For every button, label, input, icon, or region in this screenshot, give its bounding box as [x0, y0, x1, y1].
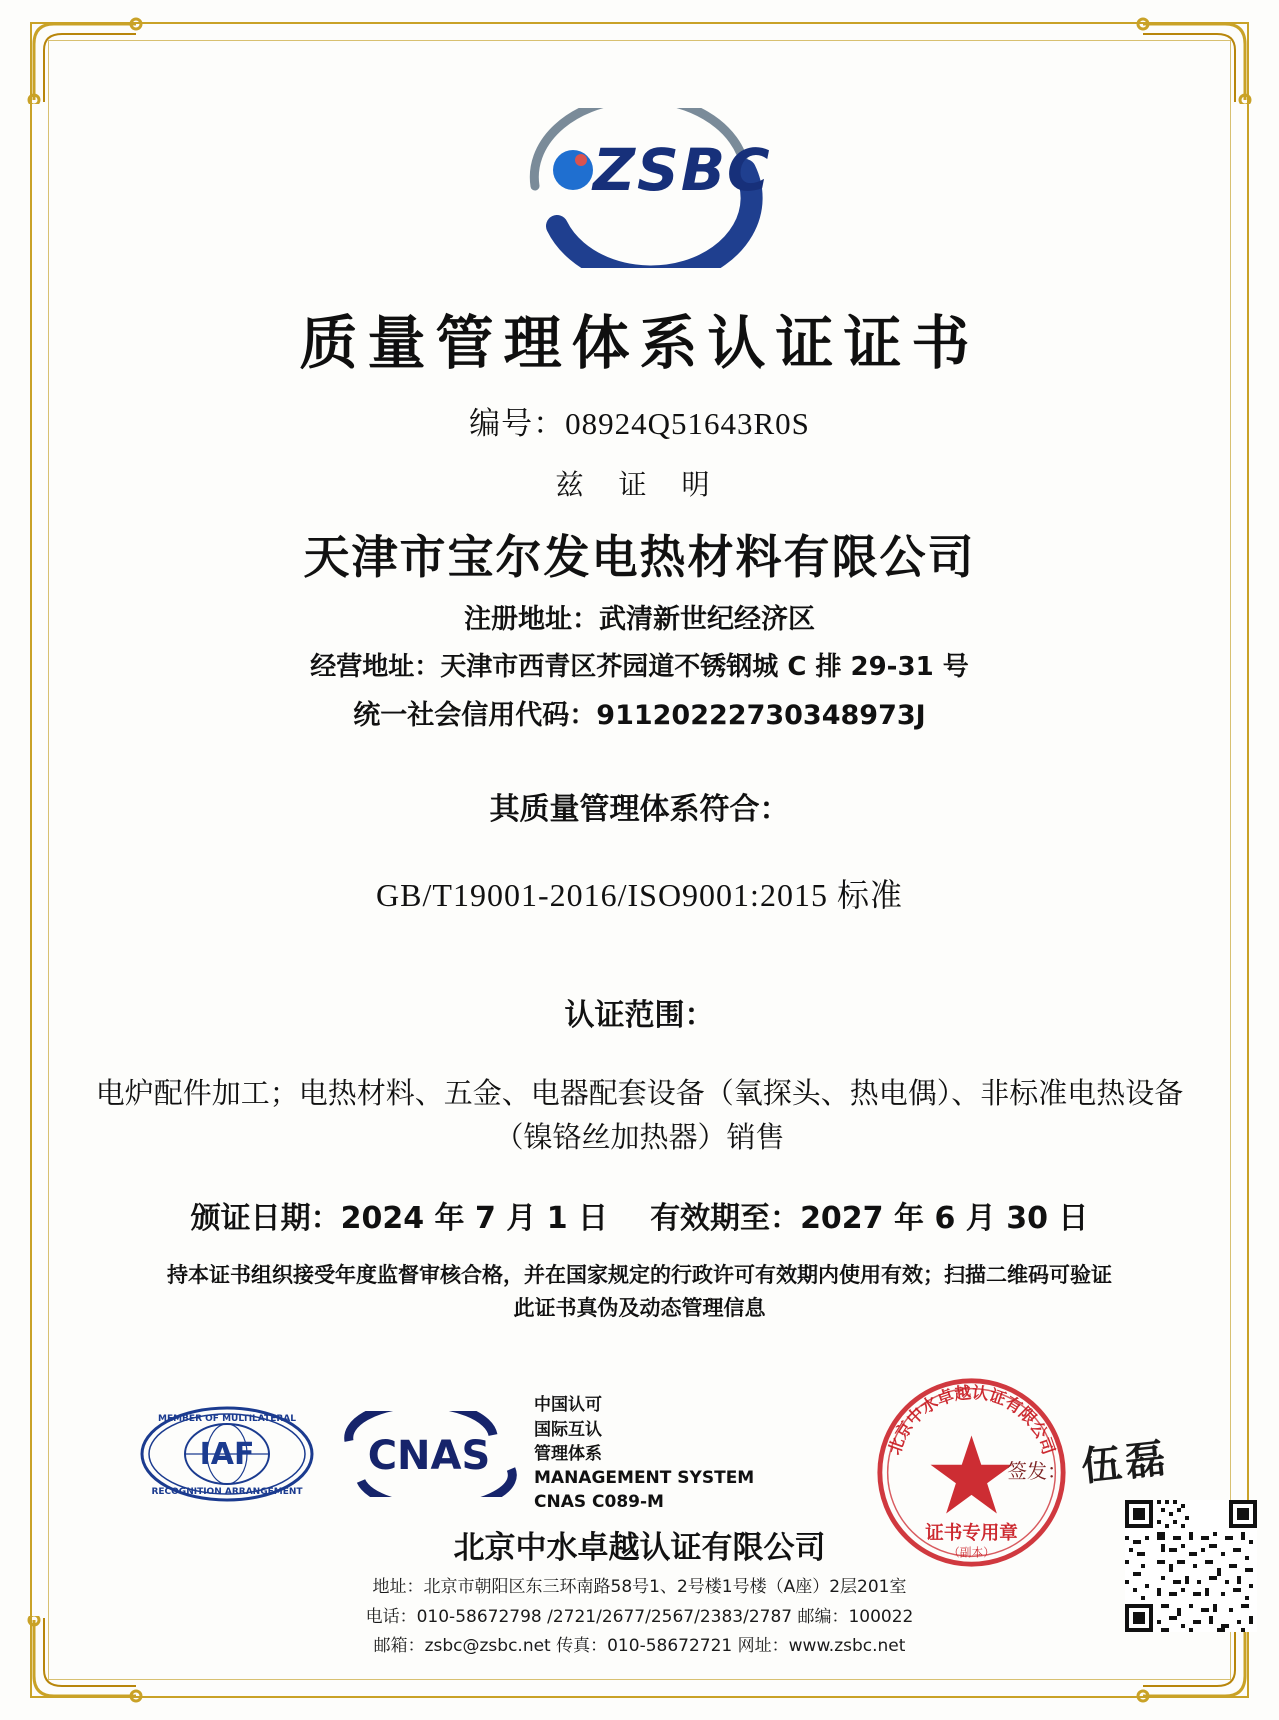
- registered-address: 注册地址：武清新世纪经济区: [464, 604, 815, 635]
- qr-code[interactable]: [1125, 1500, 1257, 1632]
- svg-text:北京中水卓越认证有限公司: 北京中水卓越认证有限公司: [884, 1383, 1059, 1458]
- cnas-line-4: CNAS C089-M: [534, 1491, 664, 1512]
- cnas-line-0: 中国认可: [534, 1395, 602, 1416]
- certificate-note-line1: 持本证书组织接受年度监督审核合格，并在国家规定的行政许可有效期内使用有效；扫描二维码可验证: [167, 1263, 1112, 1287]
- validity-dates: [80, 1193, 1199, 1237]
- certificate-note-line2: 此证书真伪及动态管理信息: [513, 1295, 766, 1320]
- issuer-phone: 电话：010-58672798 /2721/2677/2567/2383/2787 邮编：100022: [365, 1606, 914, 1627]
- business-address: 经营地址：天津市西青区芥园道不锈钢城 C 排 29-31 号: [310, 652, 969, 682]
- svg-text:（副本）: （副本）: [948, 1545, 995, 1560]
- certificate-number-value: 08924Q51643R0S: [565, 406, 810, 441]
- certificate-number: [80, 398, 1199, 443]
- certificate-number-label: 编号：: [469, 406, 566, 441]
- certificate-note: [80, 1259, 1199, 1324]
- iaf-logo-icon: [140, 1404, 315, 1504]
- issue-date-value: 2024 年 7 月 1 日: [340, 1201, 609, 1236]
- signature: 伍磊: [1079, 1435, 1172, 1490]
- issuer-name: 北京中水卓越认证有限公司: [453, 1529, 826, 1566]
- cnas-logo-icon: [343, 1411, 518, 1497]
- credit-code: 统一社会信用代码：91120222730348973J: [353, 700, 926, 731]
- issuer-email-fax: 邮箱：zsbc@zsbc.net 传真：010-58672721 网址：www.zsbc.net: [373, 1636, 906, 1657]
- conformity-statement: 其质量管理体系符合：: [489, 792, 790, 827]
- svg-text:RECOGNITION ARRANGEMENT: RECOGNITION ARRANGEMENT: [151, 1486, 303, 1497]
- signature-label: 签发：: [1007, 1459, 1067, 1483]
- issuer-contact: [80, 1573, 1199, 1662]
- cnas-line-3: MANAGEMENT SYSTEM: [534, 1467, 755, 1488]
- issue-date-label: 颁证日期：: [190, 1201, 341, 1236]
- scope-text: 电炉配件加工；电热材料、五金、电器配套设备（氧探头、热电偶）、非标准电热设备（镍铬丝加热器）销售: [95, 1076, 1184, 1154]
- standard-reference: GB/T19001-2016/ISO9001:2015 标准: [376, 877, 903, 913]
- cnas-line-1: 国际互认: [534, 1419, 602, 1440]
- expiry-date-label: 有效期至：: [650, 1201, 801, 1236]
- cnas-line-2: 管理体系: [534, 1443, 602, 1464]
- svg-text:CNAS: CNAS: [367, 1432, 491, 1479]
- hereby-certify-text: 兹 证 明: [555, 470, 724, 501]
- issuer-address: 地址：北京市朝阳区东三环南路58号1、2号楼1号楼（A座）2层201室: [372, 1576, 907, 1597]
- certificate-body: [80, 60, 1199, 1324]
- svg-text:IAF: IAF: [199, 1436, 255, 1472]
- zsbc-logo: [80, 108, 1199, 268]
- svg-text:MEMBER OF MULTILATERAL: MEMBER OF MULTILATERAL: [158, 1413, 296, 1424]
- scope-label: 认证范围：: [564, 998, 715, 1033]
- svg-text:ZSBC: ZSBC: [592, 136, 772, 204]
- page-title: 质量管理体系认证证书: [299, 309, 980, 377]
- expiry-date-value: 2027 年 6 月 30 日: [800, 1201, 1089, 1236]
- company-name: 天津市宝尔发电热材料有限公司: [303, 530, 976, 584]
- cnas-text-block: [534, 1393, 754, 1514]
- svg-text:证书专用章: 证书专用章: [925, 1522, 1018, 1544]
